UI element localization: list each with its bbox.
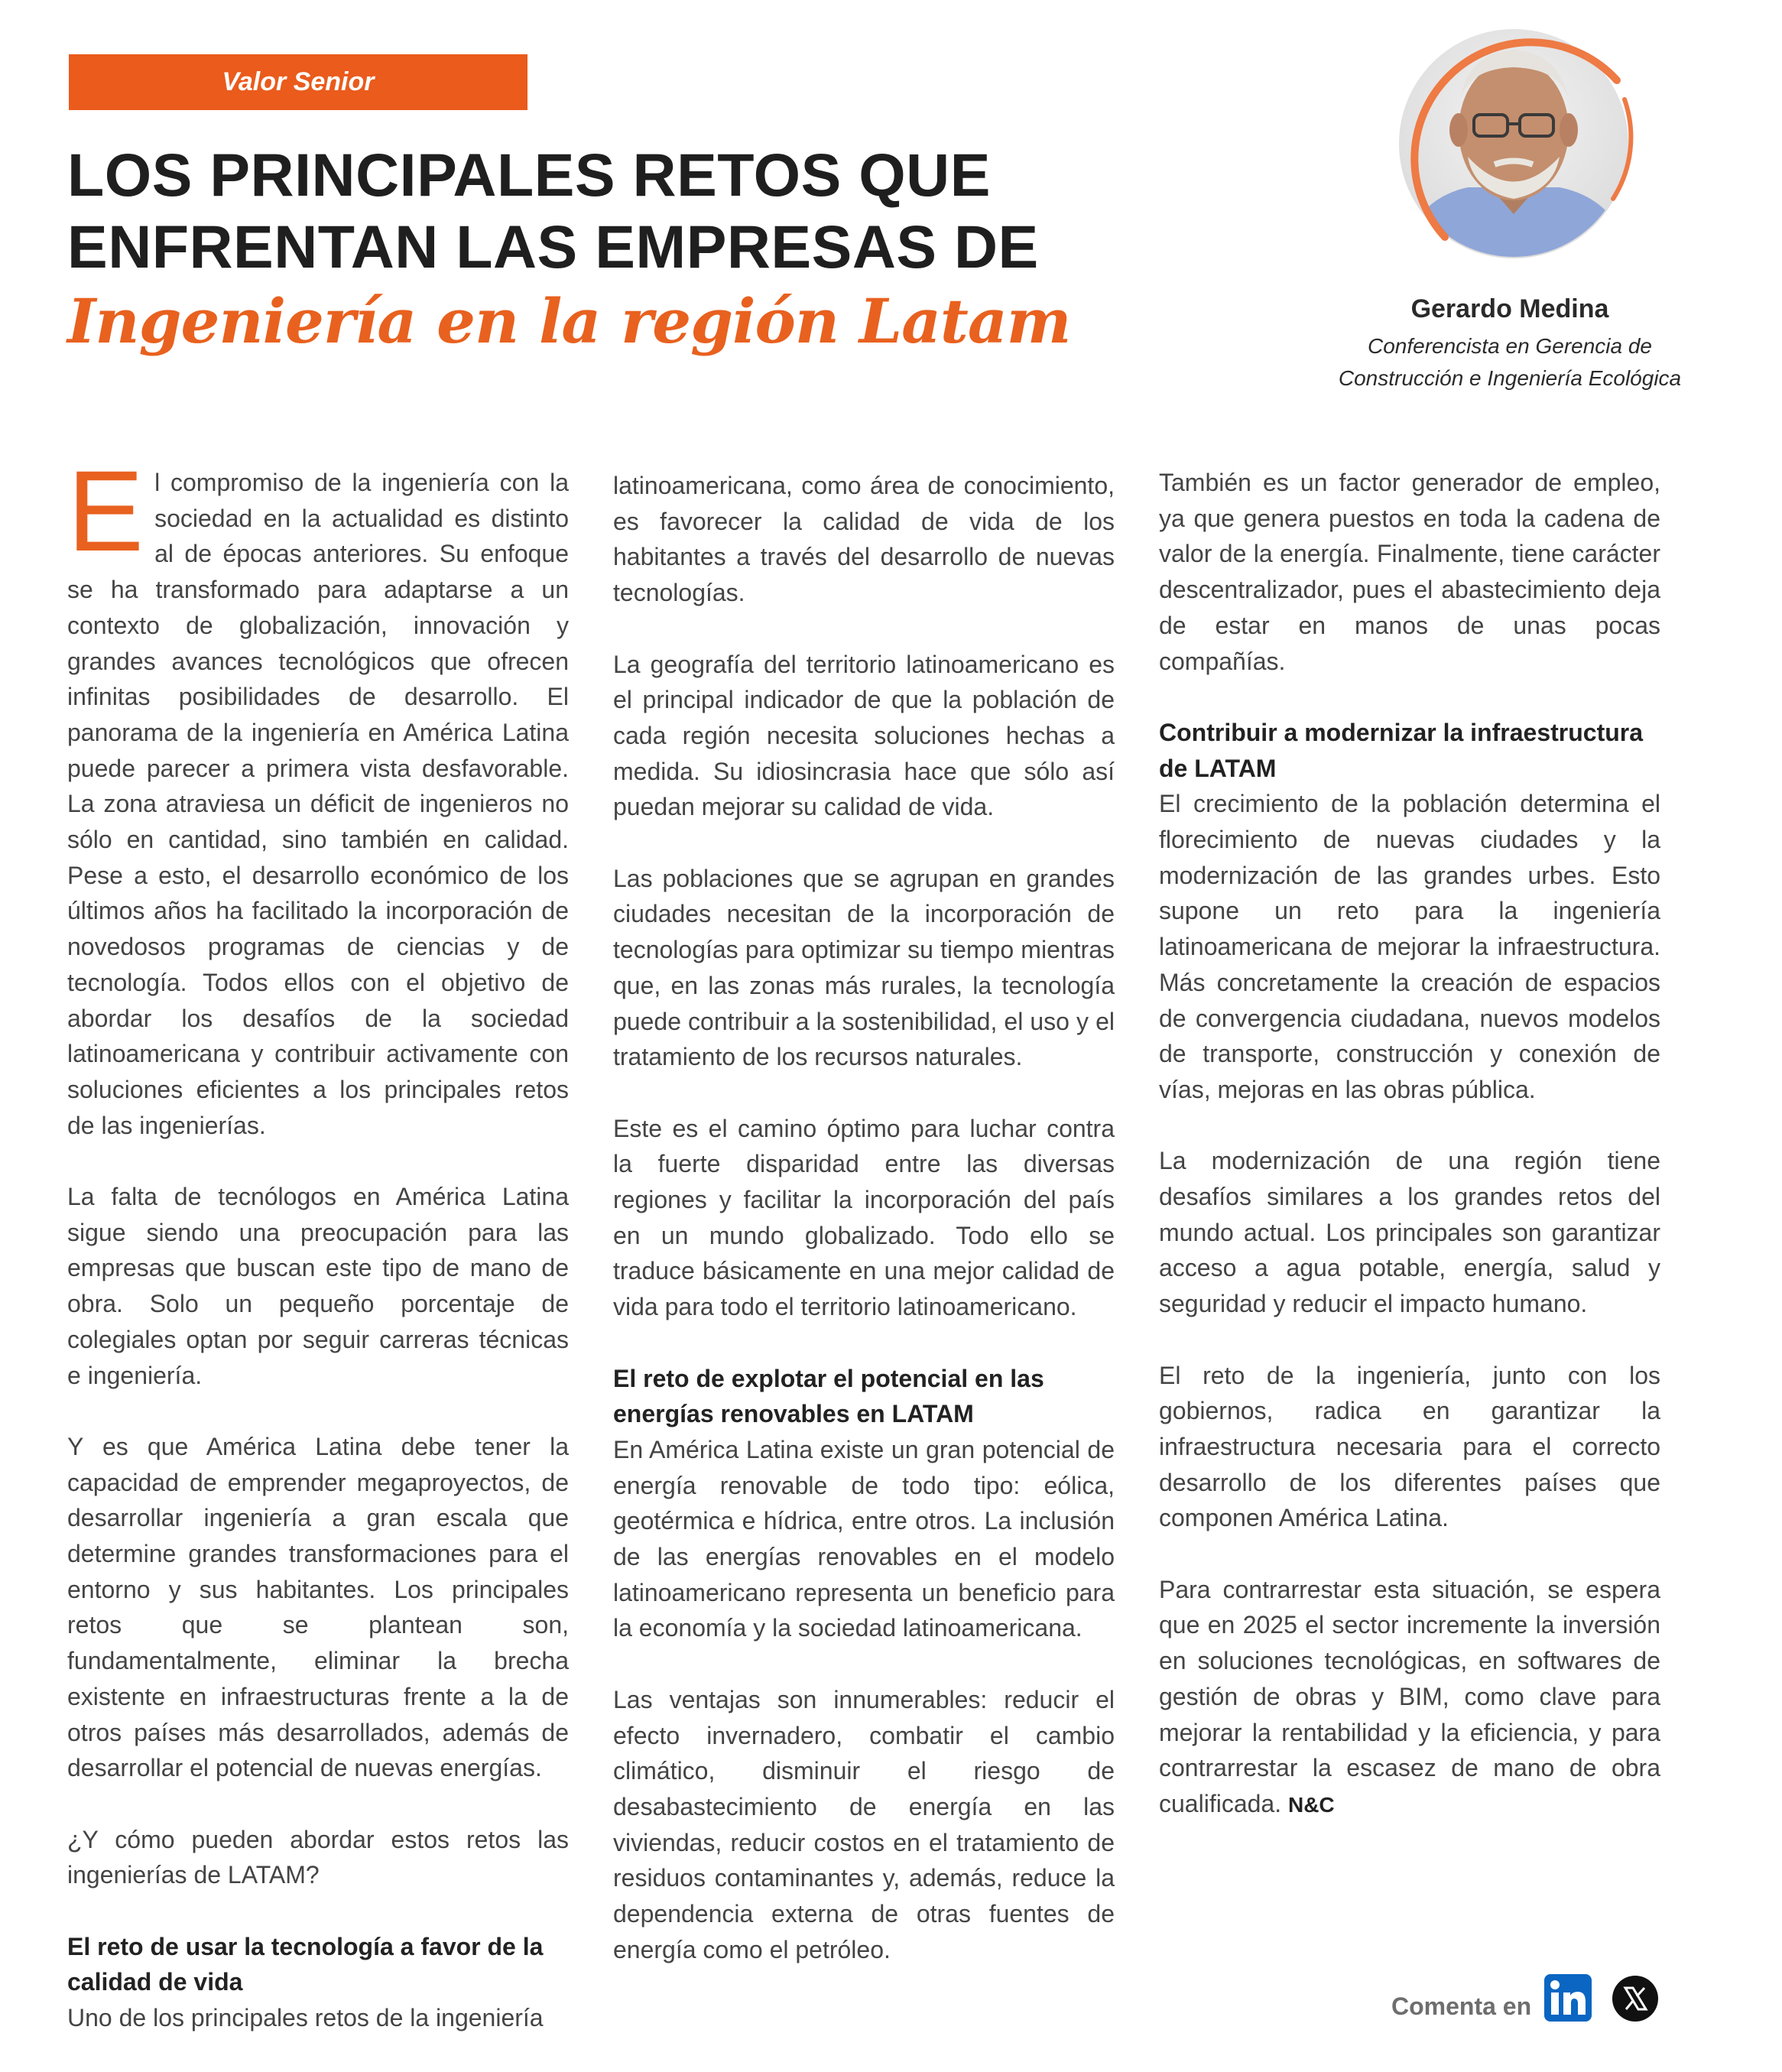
paragraph: El reto de la ingeniería, junto con los gobiernos, radica en garantizar la infraestructura necesaria para el correcto desarrollo de los diferentes países que componen América Latina.	[1159, 1361, 1660, 1532]
subheading: El reto de explotar el potencial en las energías renovables en LATAM	[613, 1364, 1044, 1428]
headline-line-2: ENFRENTAN LAS EMPRESAS DE	[67, 213, 1039, 281]
section-tag: Valor Senior	[69, 54, 527, 110]
paragraph: La geografía del territorio latinoamericano es el principal indicador de que la población de cada región necesita soluciones hechas a medida. Su idiosincrasia hace que sólo así puedan mejorar su calidad de vida.	[613, 650, 1115, 821]
paragraph: ¿Y cómo pueden abordar estos retos las ingenierías de LATAM?	[67, 1825, 569, 1889]
paragraph: En América Latina existe un gran potencial de energía renovable de todo tipo: eólica, geotérmica e hídrica, entre otros. La inclusión de las energías renovables en el modelo latinoamericano representa un beneficio para la economía y la sociedad latinoamericana.	[613, 1435, 1115, 1642]
article-column-2	[613, 468, 1115, 2003]
headline-line-1: LOS PRINCIPALES RETOS QUE	[67, 141, 991, 209]
paragraph	[67, 447, 569, 1143]
drop-cap: E	[67, 447, 144, 575]
linkedin-icon[interactable]	[1544, 1974, 1592, 2022]
paragraph: Uno de los principales retos de la ingeniería	[67, 2004, 544, 2032]
author-role: Conferencista en Gerencia de Construcción e Ingeniería Ecológica	[1338, 334, 1682, 390]
author-photo	[1353, 8, 1660, 260]
paragraph: Las ventajas son innumerables: reducir el efecto invernadero, combatir el cambio climático, disminuir el riesgo de desabastecimiento de energía en las viviendas, reducir costos en el tratamiento de residuos contaminantes y, además, reduce la dependencia externa de otras fuentes de energía como el petróleo.	[613, 1685, 1115, 1963]
paragraph: La modernización de una región tiene desafíos similares a los grandes retos del mundo actual. Los principales son garantizar acceso a agua potable, energía, salud y seguridad y reducir el impacto humano.	[1159, 1147, 1660, 1318]
x-icon[interactable]	[1612, 1975, 1659, 2022]
comment-label: Comenta en	[1391, 1992, 1532, 2020]
signoff: N&C	[1287, 1792, 1335, 1817]
author-portrait	[1353, 8, 1660, 260]
paragraph-text: Para contrarrestar esta situación, se espera que en 2025 el sector incremente la inversión en soluciones tecnológicas, en softwares de gestión de obras y BIM, como clave para mejorar la rentabilidad y la eficiencia, y para contrarrestar la escasez de mano de obra cualificada.	[1159, 1575, 1660, 1817]
article-column-1	[67, 447, 569, 2072]
subheading: Contribuir a modernizar la infraestructura de LATAM	[1159, 718, 1644, 782]
headline-accent: Ingeniería en la región Latam	[67, 285, 1071, 357]
subheading: El reto de usar la tecnología a favor de la calidad de vida	[67, 1932, 544, 1996]
paragraph-text: l compromiso de la ingeniería con la sociedad en la actualidad es distinto al de épocas anteriores. Su enfoque se ha transformado para adaptarse a un contexto de globalización, innovación y grandes avances tecnológicos que ofrecen infinitas posibilidades de desarrollo. El panorama de la ingeniería en América Latina puede parecer a primera vista desfavorable. La zona atraviesa un déficit de ingenieros no sólo en cantidad, sino también en calidad. Pese a esto, el desarrollo económico de los últimos años ha facilitado la incorporación de novedosos programas de ciencias y de tecnología. Todos ellos con el objetivo de abordar los desafíos de la sociedad latinoamericana y contribuir activamente con soluciones eficientes a los principales retos de las ingenierías.	[67, 469, 569, 1139]
paragraph	[1159, 1572, 1660, 1824]
article-column-3	[1159, 465, 1660, 1859]
author-name: Gerardo Medina	[1410, 294, 1609, 323]
headline	[67, 139, 1176, 359]
paragraph: Las poblaciones que se agrupan en grandes ciudades necesitan de la incorporación de tecnologías para optimizar su tiempo mientras que, en las zonas más rurales, la tecnología puede contribuir a la sostenibilidad, el uso y el tratamiento de los recursos naturales.	[613, 864, 1115, 1071]
paragraph: Este es el camino óptimo para luchar contra la fuerte disparidad entre las diversas regiones y facilitar la incorporación del país en un mundo globalizado. Todo ello se traduce básicamente en una mejor calidad de vida para todo el territorio latinoamericano.	[613, 1114, 1115, 1321]
paragraph: La falta de tecnólogos en América Latina sigue siendo una preocupación para las empresas que buscan este tipo de mano de obra. Solo un pequeño porcentaje de colegiales optan por seguir carreras técnicas e ingeniería.	[67, 1183, 569, 1389]
paragraph: Y es que América Latina debe tener la capacidad de emprender megaproyectos, de desarrollar ingeniería a gran escala que determine grandes transformaciones para el entorno y sus habitantes. Los principales retos que se plantean son, fundamentalmente, eliminar la brecha existente en infraestructuras frente a la de otros países más desarrollados, además de desarrollar el potencial de nuevas energías.	[67, 1432, 569, 1782]
paragraph: También es un factor generador de empleo, ya que genera puestos en toda la cadena de valor de la energía. Finalmente, tiene carácter descentralizador, pues el abastecimiento deja de estar en manos de unas pocas compañías.	[1159, 469, 1660, 675]
paragraph: El crecimiento de la población determina el florecimiento de nuevas ciudades y la modernización de las grandes urbes. Esto supone un reto para la ingeniería latinoamericana de mejorar la infraestructura. Más concretamente la creación de espacios de convergencia ciudadana, nuevos modelos de transporte, construcción y conexión de vías, mejoras en las obras pública.	[1159, 790, 1660, 1103]
paragraph: latinoamericana, como área de conocimiento, es favorecer la calidad de vida de los habitantes a través del desarrollo de nuevas tecnologías.	[613, 472, 1115, 607]
